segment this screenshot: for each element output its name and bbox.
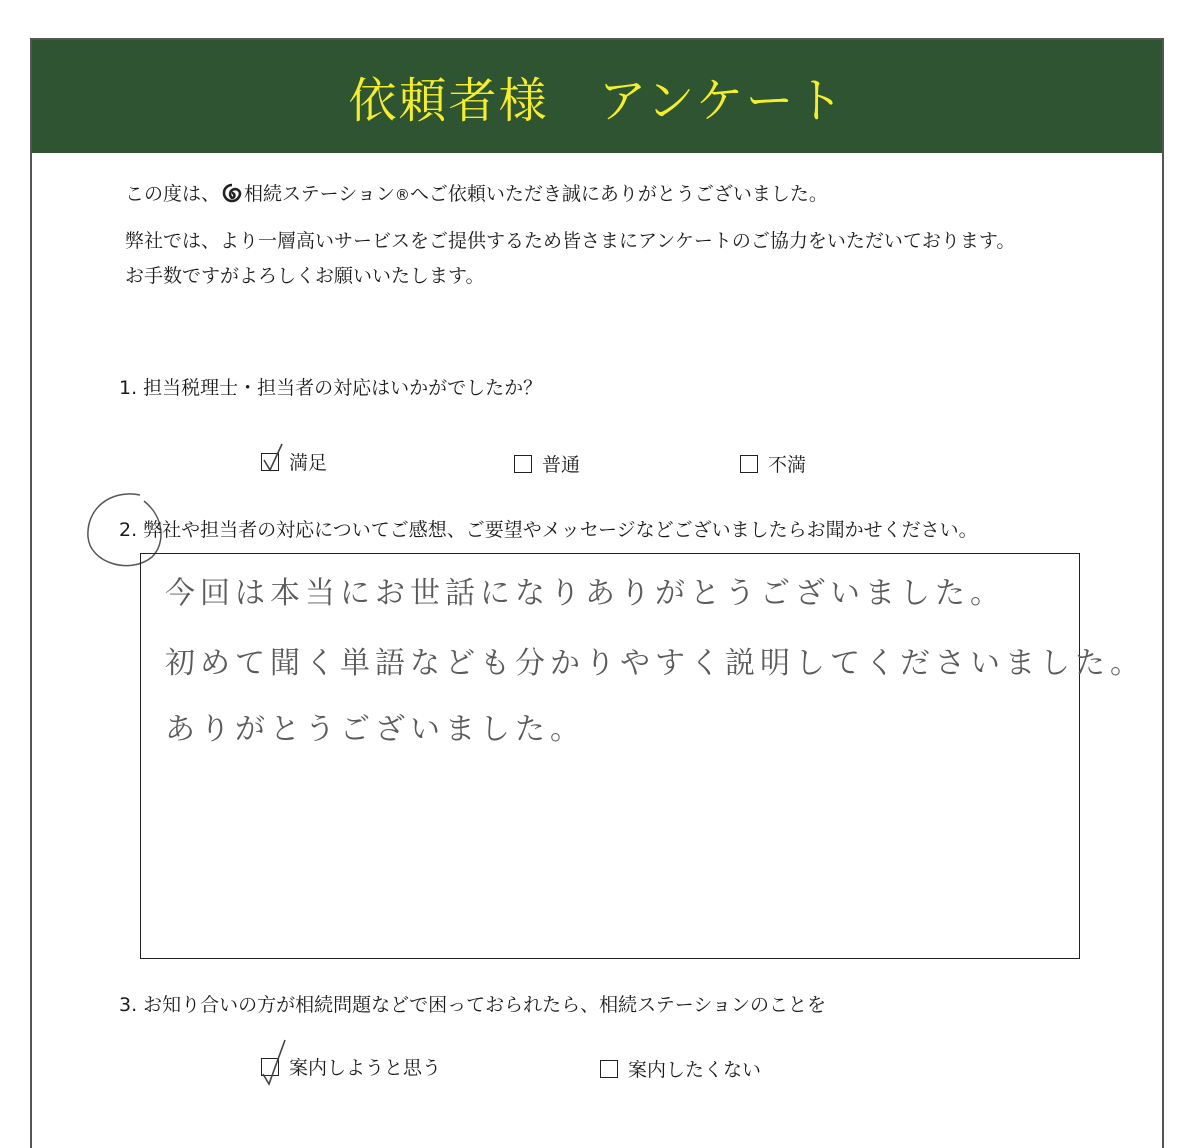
intro-line-2: 弊社では、より一層高いサービスをご提供するため皆さまにアンケートのご協力をいただいております。	[125, 230, 1016, 252]
answer-box[interactable]	[140, 553, 1145, 959]
registered-mark: ®	[394, 186, 410, 204]
page-title: 依頼者様 アンケート	[348, 73, 846, 129]
intro-line-1-start: この度は、	[125, 183, 221, 205]
answer-line-3: ありがとうございました。	[165, 712, 585, 747]
answer-line-2: 初めて聞く単語なども分かりやすく説明してくださいました。	[165, 646, 1145, 681]
q1-option-satisfied[interactable]	[261, 448, 327, 475]
q1-option-normal[interactable]	[514, 450, 580, 477]
brand-logo-icon	[222, 183, 242, 203]
q1-option-dissatisfied[interactable]	[740, 450, 806, 477]
survey-sheet	[30, 38, 1164, 1148]
handwritten-check-icon	[261, 442, 285, 474]
q3-option-label: 案内しようと思う	[289, 1057, 442, 1079]
answer-line-1: 今回は本当にお世話になりありがとうございました。	[165, 576, 1005, 611]
question-1: 1. 担当税理士・担当者の対応はいかがでしたか？	[119, 377, 543, 399]
q3-option-recommend[interactable]	[261, 1053, 441, 1080]
question-3: 3. お知り合いの方が相続問題などで困っておられたら、相続ステーションのことを	[119, 994, 827, 1016]
q1-option-label: 満足	[289, 452, 328, 474]
handwritten-check-icon	[261, 1029, 285, 1079]
q3-option-label: 案内したくない	[628, 1059, 762, 1081]
q1-option-label: 不満	[768, 454, 807, 476]
question-2: 2. 弊社や担当者の対応についてご感想、ご要望やメッセージなどございましたらお聞かせください。	[119, 519, 978, 541]
q1-option-label: 普通	[542, 454, 581, 476]
checkbox[interactable]	[600, 1060, 618, 1078]
checkbox[interactable]	[514, 455, 532, 473]
intro-line-3: お手数ですがよろしくお願いいたします。	[125, 265, 485, 287]
checkbox-checked[interactable]	[261, 1058, 279, 1076]
checkbox-checked[interactable]	[261, 453, 279, 471]
intro-line-1-end: へご依頼いただき誠にありがとうございました。	[409, 183, 828, 205]
intro-line-1	[125, 183, 828, 205]
header-banner	[32, 40, 1162, 153]
brand-name: 相続ステーション	[244, 183, 395, 205]
checkbox[interactable]	[740, 455, 758, 473]
q3-option-not-recommend[interactable]	[600, 1055, 761, 1082]
